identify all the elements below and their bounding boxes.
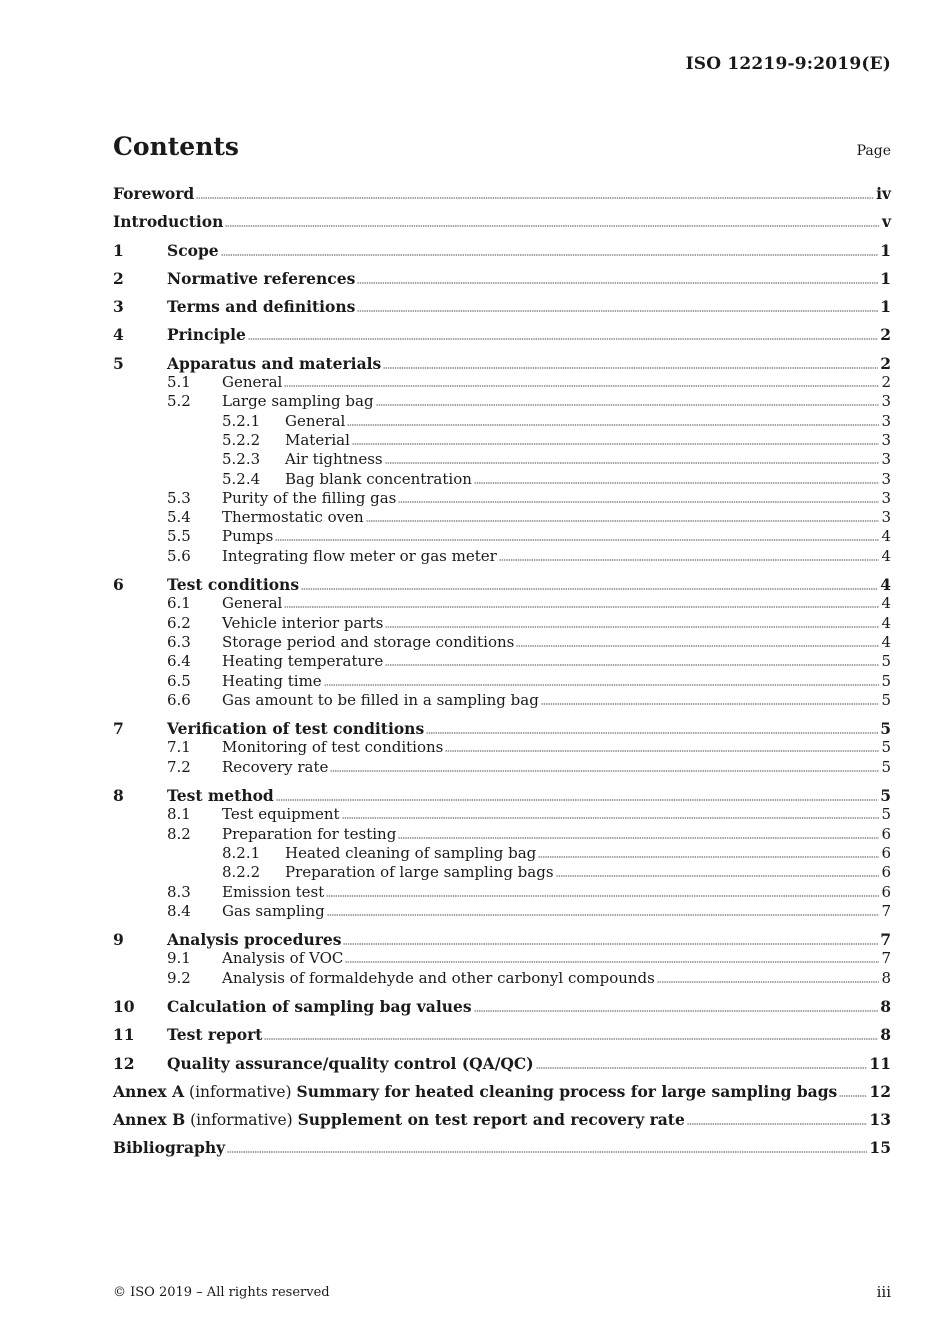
- dot-leader: [326, 891, 879, 897]
- toc-entry-number: 1: [113, 240, 124, 260]
- toc-entry-page: 8: [880, 996, 891, 1016]
- page-title: Contents: [113, 132, 240, 161]
- toc-entry-label: Scope: [167, 240, 219, 260]
- toc-entry-page: 5: [881, 757, 891, 776]
- dot-leader: [343, 939, 878, 945]
- toc-entry-number: 5.3: [167, 488, 191, 507]
- toc-entry-number: 8.2: [167, 824, 191, 843]
- toc-entry-page: 3: [881, 450, 891, 469]
- toc-entry-number: 6: [113, 575, 124, 595]
- toc-entry-label: Purity of the filling gas: [222, 488, 397, 507]
- toc-entry-page: 5: [881, 690, 891, 709]
- toc-entry-label: Air tightness: [285, 450, 383, 469]
- toc-entry-page: 2: [880, 353, 891, 373]
- dot-leader: [357, 306, 878, 312]
- toc-entry-number: 6.3: [167, 632, 191, 651]
- toc-entry[interactable]: [113, 269, 891, 288]
- toc-entry-label: General: [285, 411, 346, 430]
- toc-entry-number: 9: [113, 930, 124, 950]
- toc-entry-number: 6.6: [167, 690, 191, 709]
- copyright-notice: © ISO 2019 – All rights reserved: [113, 1285, 330, 1300]
- toc-entry[interactable]: [113, 805, 891, 824]
- toc-entry-number: 5.4: [167, 508, 191, 527]
- dot-leader: [516, 641, 879, 647]
- toc-entry[interactable]: [113, 930, 891, 949]
- toc-entry-page: 11: [869, 1053, 891, 1073]
- toc-entry-number: 12: [113, 1053, 135, 1073]
- toc-entry[interactable]: [113, 297, 891, 316]
- dot-leader: [385, 622, 879, 628]
- annex-title: Summary for heated cleaning process for large sampling bags: [296, 1081, 838, 1101]
- dot-leader: [366, 516, 880, 522]
- toc-entry-label: Test method: [167, 786, 274, 806]
- toc-entry[interactable]: [113, 354, 891, 373]
- dot-leader: [342, 813, 880, 819]
- toc-entry-label: Gas amount to be filled in a sampling bag: [222, 690, 539, 709]
- toc-entry-label: General: [222, 373, 283, 392]
- toc-entry-number: 7.2: [167, 757, 191, 776]
- toc-entry-page: 8: [880, 1025, 891, 1045]
- dot-leader: [221, 250, 879, 256]
- toc-entry-page: 7: [881, 949, 891, 968]
- toc-entry[interactable]: [113, 470, 891, 489]
- toc-entry-number: 6.5: [167, 671, 191, 690]
- toc-entry-page: 2: [881, 373, 891, 392]
- toc-entry-page: 12: [869, 1081, 891, 1101]
- toc-entry-label: Integrating flow meter or gas meter: [222, 546, 497, 565]
- dot-leader: [556, 871, 880, 877]
- toc-entry-label: Test report: [167, 1025, 263, 1045]
- toc-entry-page: 3: [881, 411, 891, 430]
- toc-entry-number: 5.2.3: [222, 450, 261, 469]
- dot-leader: [398, 497, 879, 503]
- toc-entry[interactable]: [113, 594, 891, 613]
- toc-entry-page: v: [881, 212, 891, 232]
- dot-leader: [538, 852, 879, 858]
- toc-entry-page: 5: [881, 671, 891, 690]
- toc-entry-label: Test equipment: [222, 805, 340, 824]
- dot-leader: [657, 977, 880, 983]
- toc-entry-page: 6: [881, 863, 891, 882]
- toc-entry-page: 4: [880, 575, 891, 595]
- dot-leader: [227, 1147, 867, 1153]
- toc-entry-label: Monitoring of test conditions: [222, 738, 444, 757]
- toc-entry-label: Foreword: [113, 184, 195, 203]
- dot-leader: [385, 458, 880, 464]
- toc-entry-number: 5.1: [167, 373, 191, 392]
- toc-entry-number: 8.2.1: [222, 843, 261, 862]
- dot-leader: [687, 1119, 868, 1125]
- dot-leader: [385, 660, 879, 666]
- toc-entry[interactable]: [113, 241, 891, 260]
- toc-entry-number: 9.2: [167, 968, 191, 987]
- dot-leader: [330, 766, 879, 772]
- toc-entry[interactable]: [113, 652, 891, 671]
- toc-entry-number: 7.1: [167, 738, 191, 757]
- toc-entry-label: Introduction: [113, 212, 224, 232]
- toc-entry-page: 1: [880, 297, 891, 317]
- toc-entry-page: 6: [881, 882, 891, 901]
- toc-entry[interactable]: [113, 392, 891, 411]
- toc-entry-label: Large sampling bag: [222, 392, 374, 411]
- toc-entry-label: Analysis of VOC: [222, 949, 344, 968]
- toc-entry-page: 5: [881, 805, 891, 824]
- toc-entry-label: Calculation of sampling bag values: [167, 996, 472, 1016]
- toc-entry-page: 3: [881, 488, 891, 507]
- toc-entry-label: Thermostatic oven: [222, 508, 364, 527]
- toc-entry-label: Pumps: [222, 527, 274, 546]
- toc-entry-label: Analysis procedures: [167, 930, 342, 950]
- toc-entry-number: 10: [113, 996, 135, 1016]
- annex-prefix: Annex B: [113, 1110, 186, 1130]
- toc-entry-number: 8: [113, 786, 124, 806]
- toc-entry-label: Recovery rate: [222, 757, 329, 776]
- dot-leader: [499, 555, 880, 561]
- toc-entry[interactable]: [113, 825, 891, 844]
- dot-leader: [839, 1091, 867, 1097]
- toc-entry-page: 5: [881, 738, 891, 757]
- toc-entry-label: Normative references: [167, 268, 356, 288]
- toc-entry[interactable]: [113, 1082, 891, 1101]
- toc-entry[interactable]: [113, 450, 891, 469]
- toc-entry[interactable]: [113, 412, 891, 431]
- toc-entry-label: Heated cleaning of sampling bag: [285, 843, 537, 862]
- dot-leader: [347, 420, 879, 426]
- toc-entry[interactable]: [113, 212, 891, 231]
- toc-entry-label: Terms and definitions: [167, 297, 356, 317]
- dot-leader: [327, 910, 880, 916]
- toc-entry[interactable]: [113, 997, 891, 1016]
- toc-entry[interactable]: [113, 844, 891, 863]
- toc-entry[interactable]: [113, 1025, 891, 1044]
- toc-entry[interactable]: [113, 719, 891, 738]
- annex-title: Supplement on test report and recovery rate: [297, 1110, 685, 1130]
- dot-leader: [284, 381, 879, 387]
- toc-entry-label: Storage period and storage conditions: [222, 632, 515, 651]
- toc-entry-label: Principle: [167, 325, 246, 345]
- toc-entry[interactable]: [113, 325, 891, 344]
- toc-entry-number: 6.1: [167, 594, 191, 613]
- toc-entry-page: 7: [880, 930, 891, 950]
- toc-entry[interactable]: [113, 575, 891, 594]
- toc-entry-page: 3: [881, 430, 891, 449]
- dot-leader: [196, 193, 874, 199]
- toc-entry-number: 8.2.2: [222, 863, 261, 882]
- dot-leader: [536, 1063, 868, 1069]
- toc-entry[interactable]: [113, 614, 891, 633]
- toc-entry[interactable]: [113, 547, 891, 566]
- toc-entry[interactable]: [113, 672, 891, 691]
- toc-entry-label: Test conditions: [167, 575, 300, 595]
- toc-entry-number: 7: [113, 719, 124, 739]
- dot-leader: [324, 680, 880, 686]
- dot-leader: [426, 728, 878, 734]
- toc-entry[interactable]: [113, 969, 891, 988]
- toc-entry[interactable]: [113, 758, 891, 777]
- toc-entry-page: 3: [881, 508, 891, 527]
- toc-entry-number: 11: [113, 1025, 135, 1045]
- toc-entry[interactable]: [113, 1054, 891, 1073]
- toc-entry-number: 5.5: [167, 527, 191, 546]
- toc-entry[interactable]: [113, 508, 891, 527]
- toc-entry[interactable]: [113, 373, 891, 392]
- toc-entry-number: 3: [113, 297, 124, 317]
- dot-leader: [284, 602, 879, 608]
- toc-entry-page: 2: [880, 325, 891, 345]
- table-of-contents: [113, 184, 891, 1158]
- toc-entry-number: 6.4: [167, 652, 191, 671]
- toc-entry-page: 5: [880, 719, 891, 739]
- toc-entry-number: 9.1: [167, 949, 191, 968]
- toc-entry-page: 7: [881, 901, 891, 920]
- toc-entry-label: Preparation of large sampling bags: [285, 863, 554, 882]
- dot-leader: [357, 278, 878, 284]
- toc-entry-page: 1: [880, 240, 891, 260]
- toc-entry-label: Bibliography: [113, 1138, 226, 1158]
- dot-leader: [301, 584, 878, 590]
- toc-entry-label: [113, 1110, 685, 1130]
- toc-entry-number: 2: [113, 268, 124, 288]
- dot-leader: [445, 746, 879, 752]
- toc-entry-number: 5: [113, 353, 124, 373]
- toc-entry-page: 5: [880, 786, 891, 806]
- dot-leader: [541, 699, 880, 705]
- toc-entry-number: 5.2.1: [222, 411, 261, 430]
- toc-entry-page: 4: [881, 632, 891, 651]
- toc-entry[interactable]: [113, 431, 891, 450]
- dot-leader: [376, 400, 880, 406]
- annex-type: (informative): [185, 1111, 298, 1130]
- toc-entry[interactable]: [113, 1138, 891, 1157]
- toc-entry-label: Preparation for testing: [222, 824, 397, 843]
- toc-entry[interactable]: [113, 738, 891, 757]
- toc-entry-label: Quality assurance/quality control (QA/QC): [167, 1053, 534, 1073]
- toc-entry-number: 8.3: [167, 882, 191, 901]
- toc-entry-number: 5.6: [167, 546, 191, 565]
- dot-leader: [345, 957, 879, 963]
- toc-entry-number: 5.2.2: [222, 430, 261, 449]
- toc-entry[interactable]: [113, 863, 891, 882]
- annex-prefix: Annex A: [113, 1081, 185, 1101]
- toc-entry-label: Apparatus and materials: [167, 353, 382, 373]
- toc-entry-page: 1: [880, 268, 891, 288]
- toc-entry-number: 5.2: [167, 392, 191, 411]
- toc-entry[interactable]: [113, 489, 891, 508]
- toc-entry-page: 3: [881, 469, 891, 488]
- toc-entry-label: Vehicle interior parts: [222, 613, 384, 632]
- page-column-label: Page: [856, 143, 891, 159]
- toc-entry-number: 8.1: [167, 805, 191, 824]
- toc-entry-page: 4: [881, 594, 891, 613]
- dot-leader: [474, 478, 880, 484]
- dot-leader: [474, 1006, 879, 1012]
- toc-entry-page: 6: [881, 824, 891, 843]
- dot-leader: [275, 535, 879, 541]
- dot-leader: [225, 221, 880, 227]
- toc-entry[interactable]: [113, 527, 891, 546]
- toc-entry-page: 4: [881, 613, 891, 632]
- toc-entry[interactable]: [113, 949, 891, 968]
- toc-entry[interactable]: [113, 902, 891, 921]
- dot-leader: [248, 334, 878, 340]
- toc-entry[interactable]: [113, 786, 891, 805]
- toc-entry-label: Bag blank concentration: [285, 469, 472, 488]
- toc-entry-page: 3: [881, 392, 891, 411]
- toc-entry[interactable]: [113, 1110, 891, 1129]
- toc-entry-label: [113, 1082, 837, 1102]
- dot-leader: [383, 363, 878, 369]
- dot-leader: [264, 1034, 878, 1040]
- toc-entry[interactable]: [113, 633, 891, 652]
- toc-entry-page: 4: [881, 546, 891, 565]
- toc-entry-page: 4: [881, 527, 891, 546]
- dot-leader: [352, 439, 880, 445]
- toc-entry-number: 5.2.4: [222, 469, 261, 488]
- toc-entry[interactable]: [113, 184, 891, 203]
- toc-entry-number: 4: [113, 325, 124, 345]
- toc-entry-label: Material: [285, 430, 350, 449]
- toc-entry[interactable]: [113, 883, 891, 902]
- toc-entry-label: General: [222, 594, 283, 613]
- footer-page-number: iii: [876, 1283, 891, 1301]
- toc-entry-number: 6.2: [167, 613, 191, 632]
- toc-entry-page: iv: [876, 184, 891, 203]
- toc-entry-page: 15: [869, 1138, 891, 1158]
- dot-leader: [398, 833, 879, 839]
- toc-entry-number: 8.4: [167, 901, 191, 920]
- annex-type: (informative): [184, 1082, 297, 1101]
- dot-leader: [276, 795, 878, 801]
- toc-entry-label: Verification of test conditions: [167, 719, 425, 739]
- toc-entry[interactable]: [113, 691, 891, 710]
- toc-entry-label: Gas sampling: [222, 901, 325, 920]
- toc-entry-page: 5: [881, 652, 891, 671]
- toc-entry-page: 13: [869, 1110, 891, 1130]
- document-identifier: ISO 12219-9:2019(E): [685, 54, 891, 74]
- toc-entry-label: Heating time: [222, 671, 322, 690]
- toc-entry-page: 6: [881, 843, 891, 862]
- toc-entry-label: Heating temperature: [222, 652, 384, 671]
- toc-entry-page: 8: [881, 968, 891, 987]
- toc-entry-label: Emission test: [222, 882, 325, 901]
- toc-entry-label: Analysis of formaldehyde and other carbonyl compounds: [222, 968, 655, 987]
